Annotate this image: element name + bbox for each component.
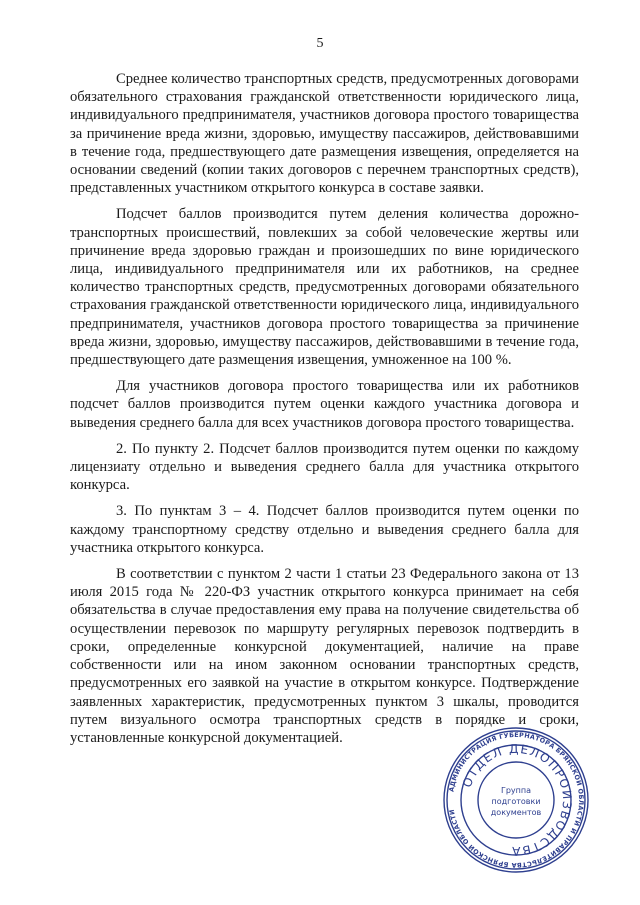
stamp-center-line-3: документов [490, 808, 542, 817]
paragraph: Подсчет баллов производится путем деления количества дорожно-транспортных происшествий, повлекших за собой человеческие жертвы или причинение вреда здоровью граждан и произошедших по вине юридического лица, индивидуального предпринимателя или их работников, на среднее количество транспортных средств, предусмотренных договорами обязательного страхования гражданской ответственности юридического лица, индивидуального предпринимателя, участников договора простого товарищества за причинение вреда жизни, здоровью, имуществу пассажиров, действовавшими в течение года, предшествующего дате размещения извещения, умноженное на 100 %. [70, 206, 579, 369]
paragraph: В соответствии с пунктом 2 части 1 статьи 23 Федерального закона от 13 июля 2015 года № 220-ФЗ участник открытого конкурса принимает на себя обязательства в случае предоставления ему права на получение свидетельства об осуществлении перевозок по маршруту регулярных перевозок подтвердить в сроки, определенные конкурсной документацией, наличие на праве собственности или на ином законном основании транспортных средств, предусмотренных его заявкой на участие в открытом конкурсе. Подтверждение заявленных характеристик, предусмотренных пунктом 3 шкалы, проводится путем визуального осмотра транспортных средств в порядке и сроки, установленные конкурсной документацией. [70, 566, 579, 746]
paragraph: Среднее количество транспортных средств, предусмотренных договорами обязательного страхования гражданской ответственности юридического лица, индивидуального предпринимателя, участников договора простого товарищества за причинение вреда жизни, здоровью, имуществу пассажиров, действовавшими в течение года, предшествующего дате размещения извещения, определяется на основании сведений (копии таких договоров с перечнем транспортных средств), представленных участником открытого конкурса в составе заявки. [70, 71, 579, 197]
document-body [70, 70, 579, 755]
stamp-outer-textpath: АДМИНИСТРАЦИЯ ГУБЕРНАТОРА БРЯНСКОЙ ОБЛАСТИ И ПРАВИТЕЛЬСТВА БРЯНСКОЙ ОБЛАСТИ [447, 730, 586, 870]
official-stamp [441, 725, 591, 875]
stamp-inner-textpath: ОТДЕЛ ДЕЛОПРОИЗВОДСТВА [459, 741, 575, 859]
paragraph: Для участников договора простого товарищества или их работников подсчет баллов производится путем оценки каждого участника договора и выведения среднего балла для всех участников договора простого товарищества. [70, 378, 579, 431]
stamp-center-line-1: Группа [500, 786, 532, 795]
page-number: 5 [316, 36, 324, 51]
stamp-center-line-2: подготовки [491, 797, 541, 806]
paragraph: 3. По пунктам 3 – 4. Подсчет баллов производится путем оценки по каждому транспортному средству отдельно и выведения среднего балла для участника открытого конкурса. [70, 503, 579, 556]
paragraph: 2. По пункту 2. Подсчет баллов производится путем оценки по каждому лицензиату отдельно и выведения среднего балла для участника открытого конкурса. [70, 440, 579, 494]
